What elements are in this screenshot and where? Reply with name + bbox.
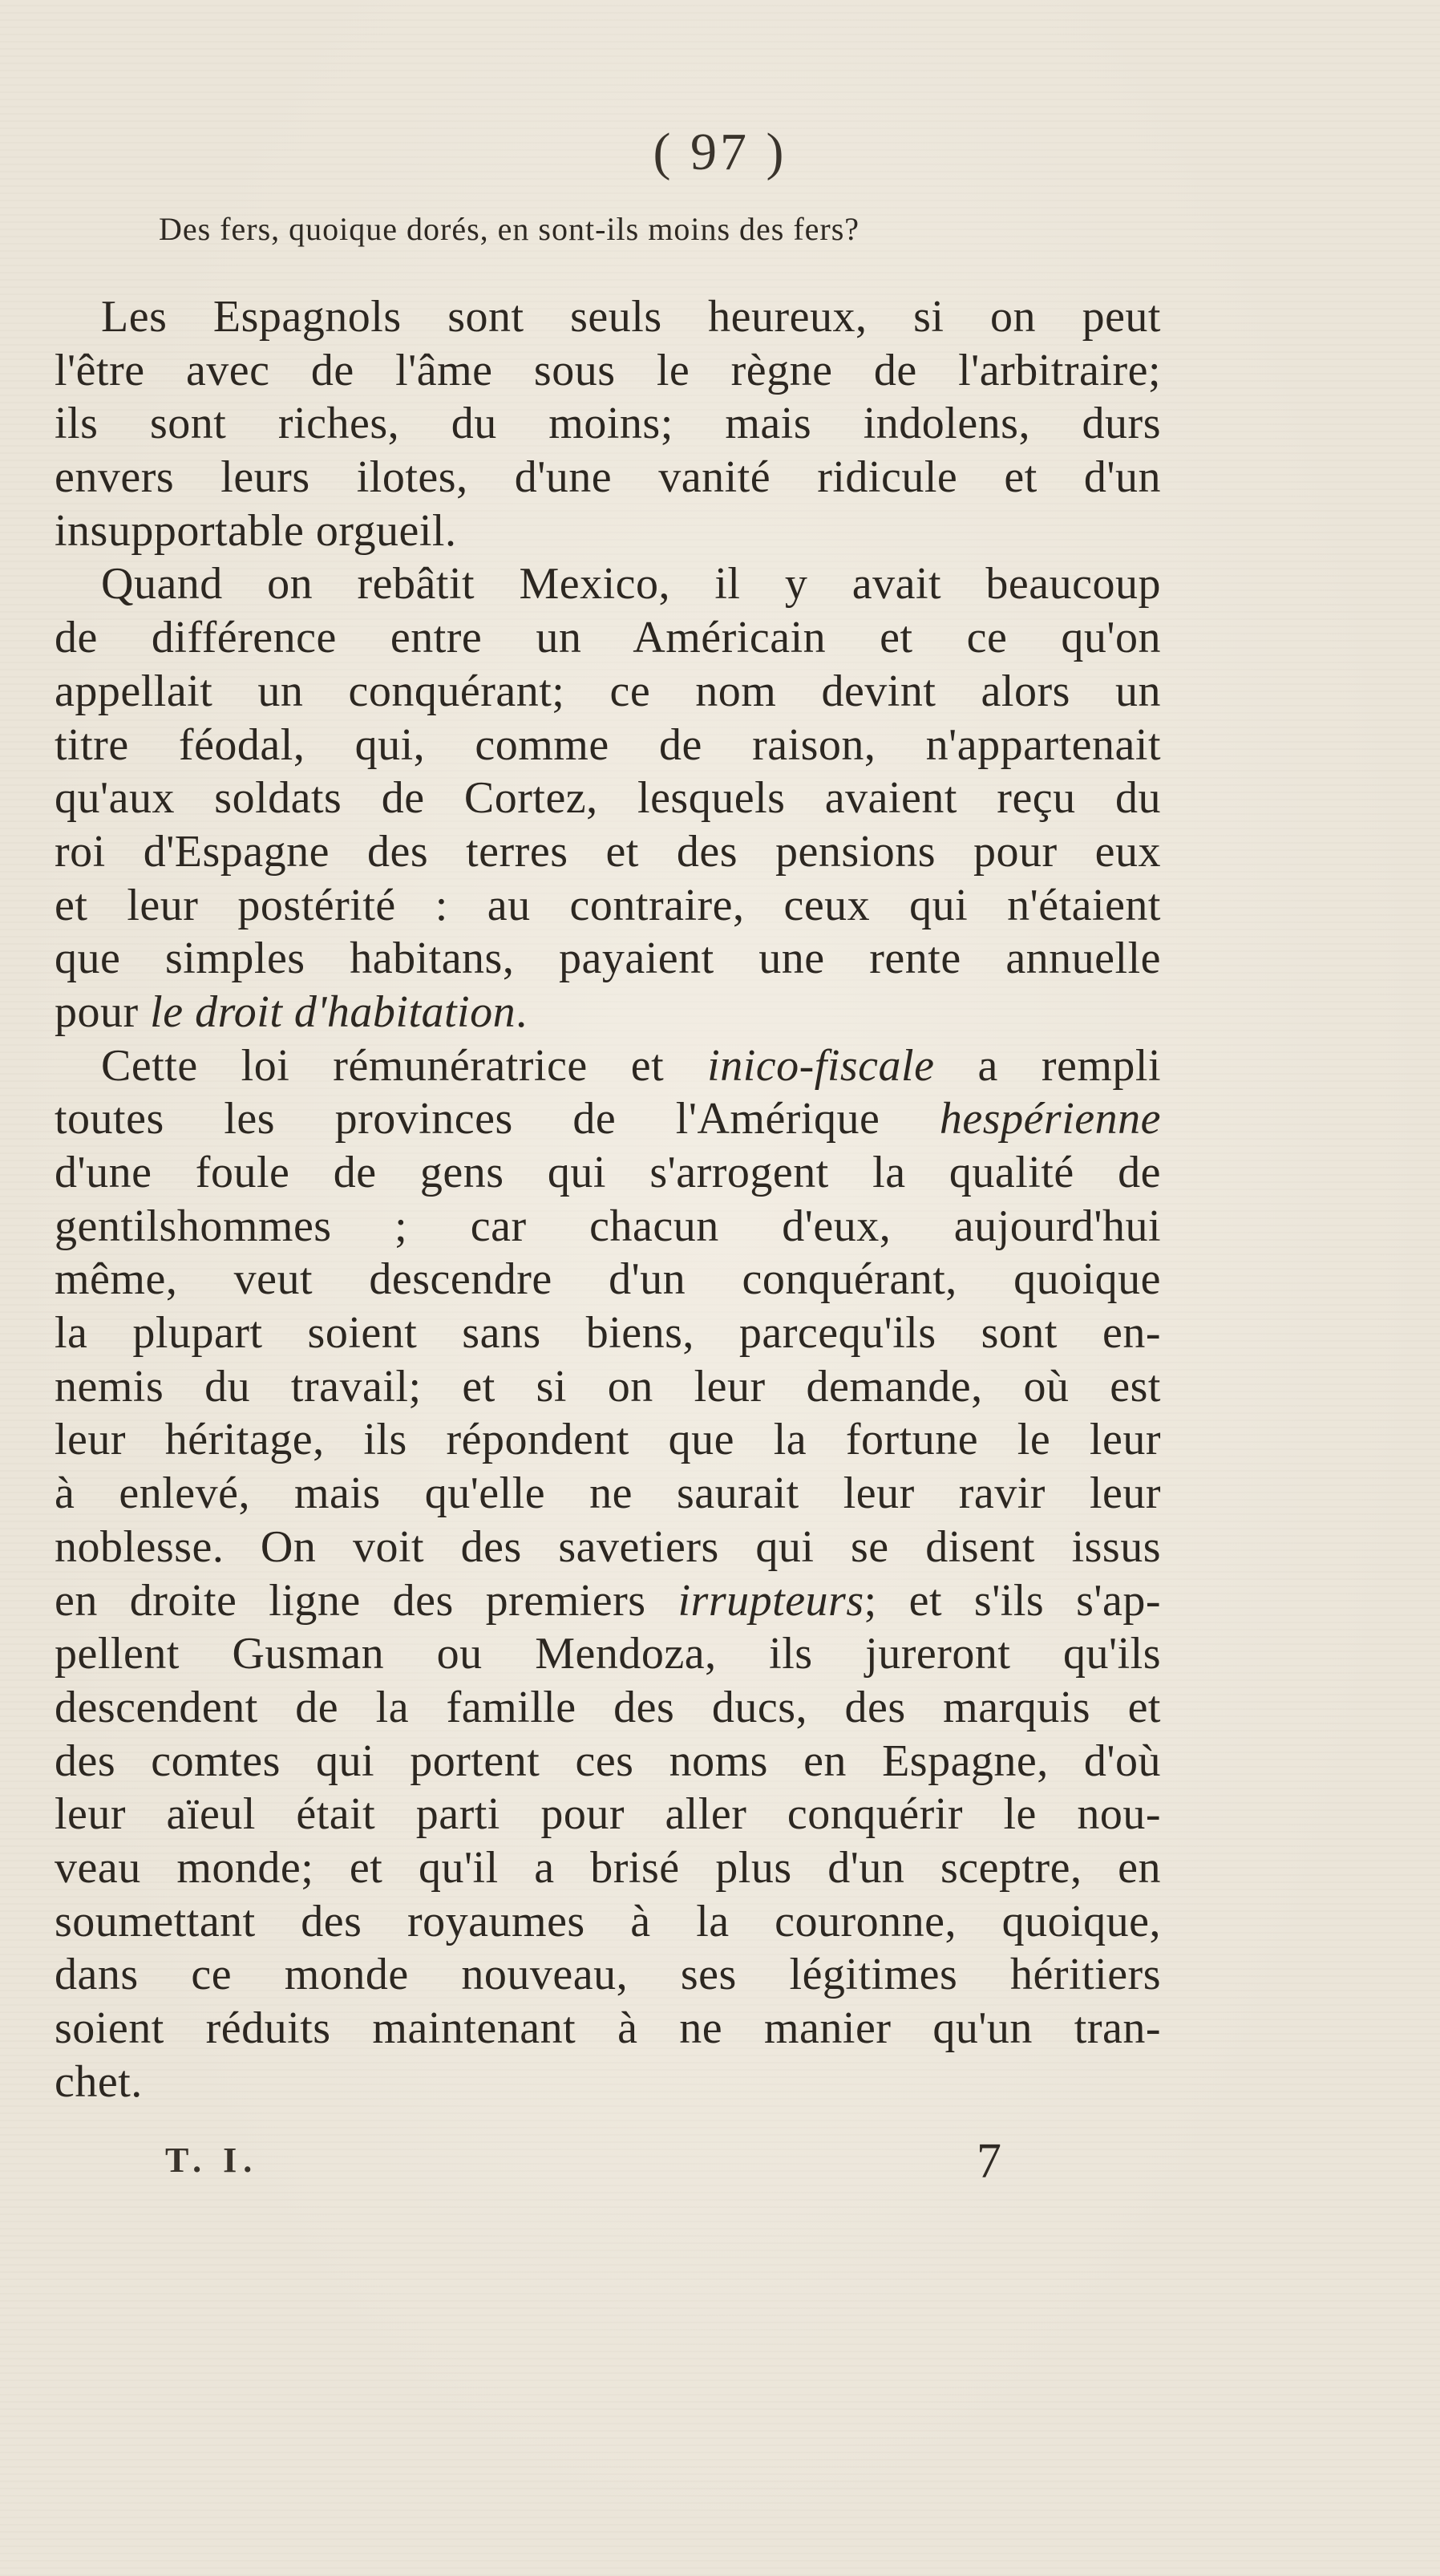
text-line: titre féodal, qui, comme de raison, n'appartenait	[55, 719, 1161, 770]
text-span: .	[516, 986, 528, 1037]
italic-phrase: irrupteurs	[678, 1575, 864, 1626]
text-line: insupportable orgueil.	[55, 505, 457, 556]
text-line: soient réduits maintenant à ne manier qu'un tran-	[55, 2003, 1161, 2053]
text-span: en droite ligne des premiers	[55, 1575, 678, 1626]
italic-phrase: hespérienne	[939, 1094, 1161, 1144]
text-line: gentilshommes ; car chacun d'eux, aujourd'hui	[55, 1201, 1161, 1251]
italic-phrase: le droit d'habitation	[150, 986, 516, 1037]
text-line: roi d'Espagne des terres et des pensions pour eux	[55, 826, 1161, 877]
text-line: des comtes qui portent ces noms en Espagne, d'où	[55, 1736, 1161, 1786]
text-line	[55, 1092, 1161, 1146]
text-line: nemis du travail; et si on leur demande, où est	[55, 1361, 1161, 1412]
text-line	[55, 1574, 1161, 1628]
text-line: envers leurs ilotes, d'une vanité ridicule et d'un	[55, 452, 1161, 503]
text-span: ; et s'ils s'ap-	[864, 1575, 1161, 1626]
body-text	[55, 290, 1161, 2108]
text-line: l'être avec de l'âme sous le règne de l'arbitraire;	[55, 345, 1161, 395]
text-line: même, veut descendre d'un conquérant, quoique	[55, 1254, 1161, 1305]
text-line: veau monde; et qu'il a brisé plus d'un sceptre, en	[55, 1842, 1161, 1893]
text-line	[55, 986, 1161, 1039]
text-line: ils sont riches, du moins; mais indolens, durs	[55, 399, 1161, 449]
text-line	[55, 1039, 1161, 1093]
text-line: noblesse. On voit des savetiers qui se disent issus	[55, 1521, 1161, 1572]
text-line: chet.	[55, 2056, 143, 2107]
epigraph: Des fers, quoique dorés, en sont-ils moins des fers?	[159, 211, 860, 247]
text-line: qu'aux soldats de Cortez, lesquels avaient reçu du	[55, 773, 1161, 824]
text-line: dans ce monde nouveau, ses légitimes héritiers	[55, 1950, 1161, 2000]
text-span: a rempli	[934, 1040, 1161, 1091]
page-number: ( 97 )	[653, 123, 787, 181]
text-line: de différence entre un Américain et ce qu'on	[55, 613, 1161, 663]
text-line: leur aïeul était parti pour aller conquérir le nou-	[55, 1789, 1161, 1840]
text-span: toutes les provinces de l'Amérique	[55, 1094, 940, 1144]
text-line: que simples habitans, payaient une rente annuelle	[55, 934, 1161, 984]
text-line: la plupart soient sans biens, parcequ'ils sont en-	[55, 1308, 1161, 1359]
text-line: appellait un conquérant; ce nom devint alors un	[55, 666, 1161, 716]
text-line: Quand on rebâtit Mexico, il y avait beaucoup	[101, 559, 1161, 610]
text-line: soumettant des royaumes à la couronne, quoique,	[55, 1896, 1161, 1946]
text-line: leur héritage, ils répondent que la fortune le leur	[55, 1415, 1161, 1465]
sheet-number: 7	[977, 2134, 1001, 2189]
italic-phrase: inico-fiscale	[707, 1040, 935, 1091]
text-line: à enlevé, mais qu'elle ne saurait leur ravir leur	[55, 1468, 1161, 1519]
text-line: d'une foule de gens qui s'arrogent la qualité de	[55, 1148, 1161, 1197]
text-line: et leur postérité : au contraire, ceux qui n'étaient	[55, 880, 1161, 930]
text-line: pellent Gusman ou Mendoza, ils jureront qu'ils	[55, 1629, 1161, 1679]
text-span: pour	[55, 986, 151, 1037]
text-line: Les Espagnols sont seuls heureux, si on peut	[101, 292, 1161, 342]
signature-mark: T. I.	[165, 2141, 259, 2180]
text-span: Cette loi rémunératrice et	[101, 1040, 708, 1091]
text-line: descendent de la famille des ducs, des marquis et	[55, 1682, 1161, 1732]
